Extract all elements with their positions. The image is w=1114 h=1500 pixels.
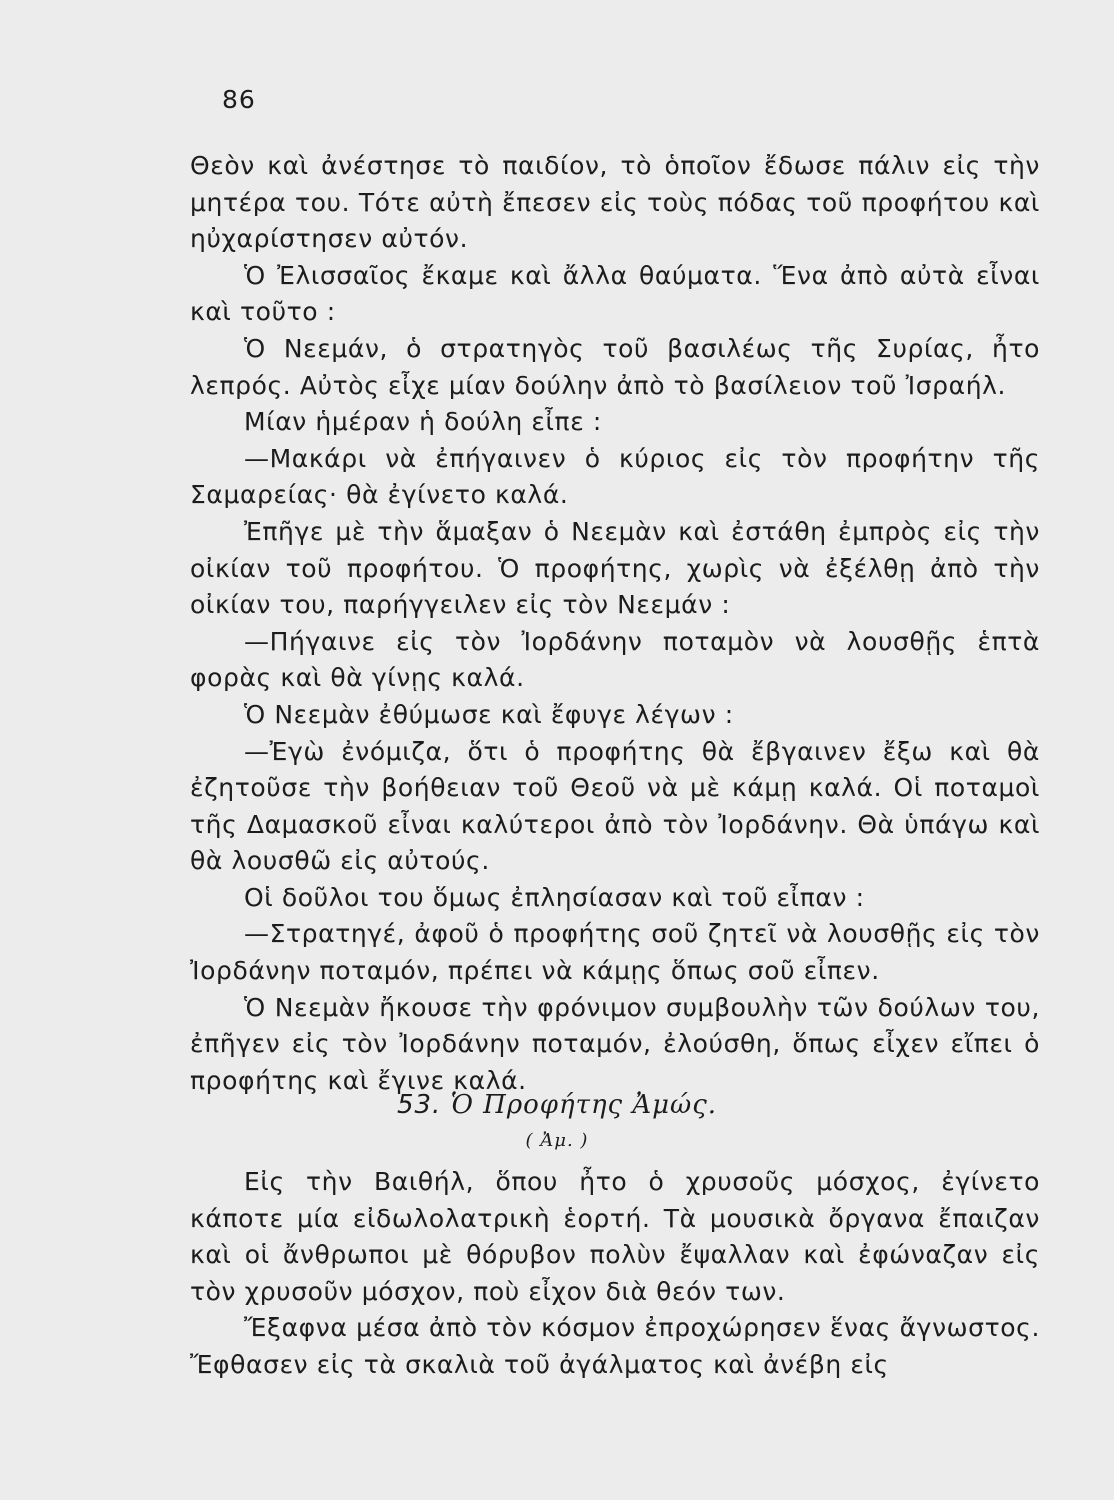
- paragraph: Ἔξαφνα μέσα ἀπὸ τὸν κόσμον ἐπροχώρησεν ἕνας ἄγνωστος. Ἔφθασεν εἰς τὰ σκαλιὰ τοῦ ἀγάλματος καὶ ἀνέβη εἰς: [190, 1313, 1040, 1379]
- section-heading: [0, 1090, 1114, 1120]
- paragraph: Ἐπῆγε μὲ τὴν ἅμαξαν ὁ Νεεμὰν καὶ ἐστάθη ἐμπρὸς εἰς τὴν οἰκίαν τοῦ προφήτου. Ὁ προφήτης, χωρὶς νὰ ἐξέλθῃ ἀπὸ τὴν οἰκίαν του, παρήγγειλεν εἰς τὸν Νεεμάν :: [190, 516, 1040, 620]
- paragraph: Ὁ Νεεμὰν ἐθύμωσε καὶ ἔφυγε λέγων :: [244, 699, 734, 729]
- paragraph: Ὁ Νεεμὰν ἤκουσε τὴν φρόνιμον συμβουλὴν τῶν δούλων του, ἐπῆγεν εἰς τὸν Ἰορδάνην ποταμόν, ἐλούσθη, ὅπως εἶχεν εἴπει ὁ προφήτης καὶ ἔγινε καλά.: [190, 992, 1040, 1095]
- paragraph: Οἱ δοῦλοι του ὅμως ἐπλησίασαν καὶ τοῦ εἶπαν :: [244, 882, 865, 912]
- section-number: 53.: [396, 1090, 442, 1120]
- paragraph: Μίαν ἡμέραν ἡ δούλη εἶπε :: [244, 407, 602, 437]
- paragraph: —Μακάρι νὰ ἐπήγαινεν ὁ κύριος εἰς τὸν προφήτην τῆς Σαμαρείας· θὰ ἐγίνετο καλά.: [190, 443, 1040, 510]
- text-block-section: [190, 1164, 1040, 1384]
- paragraph: Ὁ Νεεμάν, ὁ στρατηγὸς τοῦ βασιλέως τῆς Συρίας, ἦτο λεπρός. Αὐτὸς εἶχε μίαν δούλην ἀπὸ τὸ βασίλειον τοῦ Ἰσραήλ.: [190, 333, 1040, 400]
- section-reference: ( Ἀμ. ): [525, 1130, 589, 1151]
- paragraph: —Ἐγὼ ἐνόμιζα, ὅτι ὁ προφήτης θὰ ἔβγαινεν ἔξω καὶ θὰ ἐζητοῦσε τὴν βοήθειαν τοῦ Θεοῦ νὰ μὲ κάμῃ καλά. Οἱ ποταμοὶ τῆς Δαμασκοῦ εἶναι καλύτεροι ἀπὸ τὸν Ἰορδάνην. Θὰ ὑπάγω καὶ θὰ λουσθῶ εἰς αὐτούς.: [190, 736, 1040, 876]
- paragraph: —Στρατηγέ, ἀφοῦ ὁ προφήτης σοῦ ζητεῖ νὰ λουσθῇς εἰς τὸν Ἰορδάνην ποταμόν, πρέπει νὰ κάμῃς ὅπως σοῦ εἶπεν.: [190, 919, 1040, 986]
- paragraph: Εἰς τὴν Βαιθήλ, ὅπου ἦτο ὁ χρυσοῦς μόσχος, ἐγίνετο κάποτε μία εἰδωλολατρικὴ ἑορτή. Τὰ μουσικὰ ὄργανα ἔπαιζαν καὶ οἱ ἄνθρωποι μὲ θόρυβον πολὺν ἔψαλλαν καὶ ἐφώναζαν εἰς τὸν χρυσοῦν μόσχον, ποὺ εἶχον διὰ θεόν των.: [190, 1167, 1040, 1306]
- paragraph: Θεὸν καὶ ἀνέστησε τὸ παιδίον, τὸ ὁποῖον ἔδωσε πάλιν εἰς τὴν μητέρα του. Τότε αὐτὴ ἔπεσεν εἰς τοὺς πόδας τοῦ προφήτου καὶ ηὐχαρίστησεν αὐτόν.: [190, 151, 1040, 254]
- section-title: Ὁ Προφήτης Ἀμώς.: [450, 1090, 718, 1120]
- paragraph: Ὁ Ἐλισσαῖος ἔκαμε καὶ ἄλλα θαύματα. Ἕνα ἀπὸ αὐτὰ εἶναι καὶ τοῦτο :: [190, 260, 1040, 327]
- page-number: 86: [222, 85, 256, 114]
- paragraph: —Πήγαινε εἰς τὸν Ἰορδάνην ποταμὸν νὰ λουσθῇς ἑπτὰ φορὰς καὶ θὰ γίνῃς καλά.: [190, 626, 1040, 693]
- text-block-main: [190, 148, 1040, 1099]
